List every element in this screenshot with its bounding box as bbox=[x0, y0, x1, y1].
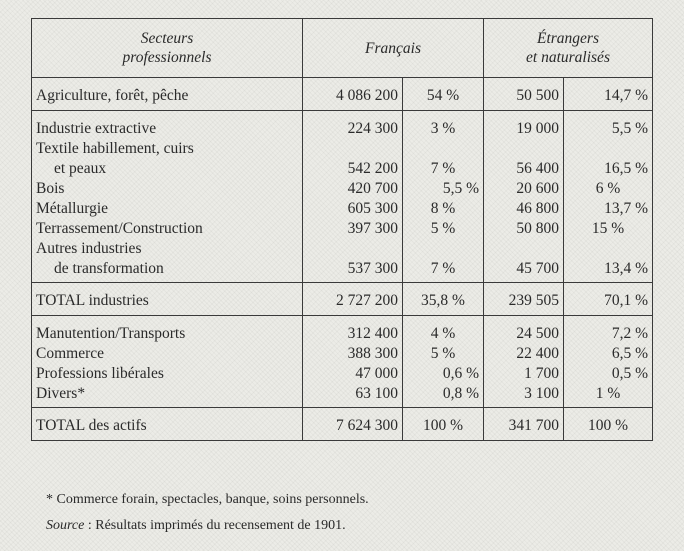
table-notes bbox=[46, 487, 369, 539]
etrangers-count: 56 400 bbox=[484, 139, 564, 179]
row-label: Terrassement/Construction bbox=[32, 219, 303, 239]
row-label: Métallurgie bbox=[32, 199, 303, 219]
etrangers-percent: 5,5 % bbox=[564, 111, 653, 140]
francais-percent: 3 % bbox=[403, 111, 484, 140]
etrangers-percent: 14,7 % bbox=[564, 78, 653, 111]
row-label: Commerce bbox=[32, 344, 303, 364]
total-row bbox=[32, 283, 653, 316]
etrangers-count: 45 700 bbox=[484, 239, 564, 283]
row-label bbox=[32, 139, 303, 179]
francais-count: 7 624 300 bbox=[303, 408, 403, 441]
row-label: Divers* bbox=[32, 384, 303, 408]
francais-count: 542 200 bbox=[303, 139, 403, 179]
etrangers-percent: 13,4 % bbox=[564, 239, 653, 283]
source-note bbox=[46, 513, 369, 539]
table-row bbox=[32, 179, 653, 199]
row-label: Manutention/Transports bbox=[32, 316, 303, 345]
etrangers-count: 1 700 bbox=[484, 364, 564, 384]
table-row bbox=[32, 344, 653, 364]
etrangers-percent: 6 % bbox=[564, 179, 653, 199]
source-label: Source bbox=[46, 518, 85, 533]
row-label-line2: et peaux bbox=[54, 160, 107, 177]
row-label: Industrie extractive bbox=[32, 111, 303, 140]
etrangers-percent: 0,5 % bbox=[564, 364, 653, 384]
francais-percent: 8 % bbox=[403, 199, 484, 219]
francais-percent: 54 % bbox=[403, 78, 484, 111]
row-label-line2: de transformation bbox=[54, 260, 164, 277]
table-row bbox=[32, 78, 653, 111]
header-etrangers bbox=[484, 19, 653, 78]
francais-count: 388 300 bbox=[303, 344, 403, 364]
francais-percent: 100 % bbox=[403, 408, 484, 441]
francais-count: 63 100 bbox=[303, 384, 403, 408]
francais-percent: 4 % bbox=[403, 316, 484, 345]
etrangers-percent: 16,5 % bbox=[564, 139, 653, 179]
etrangers-count: 22 400 bbox=[484, 344, 564, 364]
table-row bbox=[32, 111, 653, 140]
row-label bbox=[32, 239, 303, 283]
table-row bbox=[32, 364, 653, 384]
table-row bbox=[32, 316, 653, 345]
etrangers-count: 19 000 bbox=[484, 111, 564, 140]
francais-percent: 7 % bbox=[403, 139, 484, 179]
row-label: Professions libérales bbox=[32, 364, 303, 384]
table-row bbox=[32, 219, 653, 239]
table-row bbox=[32, 139, 653, 179]
header-etrangers-line1: Étrangers bbox=[537, 30, 599, 47]
etrangers-count: 3 100 bbox=[484, 384, 564, 408]
etrangers-percent: 7,2 % bbox=[564, 316, 653, 345]
occupation-table bbox=[31, 18, 653, 441]
header-sector-line2: professionnels bbox=[122, 49, 212, 66]
row-label-line1: Textile habillement, cuirs bbox=[36, 140, 194, 157]
row-label: Bois bbox=[32, 179, 303, 199]
etrangers-count: 46 800 bbox=[484, 199, 564, 219]
table-row bbox=[32, 384, 653, 408]
francais-count: 537 300 bbox=[303, 239, 403, 283]
row-label-line1: Autres industries bbox=[36, 240, 142, 257]
etrangers-count: 20 600 bbox=[484, 179, 564, 199]
francais-count: 312 400 bbox=[303, 316, 403, 345]
table-row bbox=[32, 199, 653, 219]
francais-count: 4 086 200 bbox=[303, 78, 403, 111]
francais-count: 420 700 bbox=[303, 179, 403, 199]
francais-percent: 0,6 % bbox=[403, 364, 484, 384]
etrangers-count: 341 700 bbox=[484, 408, 564, 441]
header-sector bbox=[32, 19, 303, 78]
francais-percent: 35,8 % bbox=[403, 283, 484, 316]
total-row bbox=[32, 408, 653, 441]
francais-percent: 0,8 % bbox=[403, 384, 484, 408]
francais-count: 397 300 bbox=[303, 219, 403, 239]
table-row bbox=[32, 239, 653, 283]
row-label: TOTAL industries bbox=[32, 283, 303, 316]
francais-percent: 5,5 % bbox=[403, 179, 484, 199]
etrangers-count: 50 500 bbox=[484, 78, 564, 111]
etrangers-count: 239 505 bbox=[484, 283, 564, 316]
francais-count: 224 300 bbox=[303, 111, 403, 140]
etrangers-percent: 13,7 % bbox=[564, 199, 653, 219]
etrangers-percent: 100 % bbox=[564, 408, 653, 441]
etrangers-count: 24 500 bbox=[484, 316, 564, 345]
francais-count: 2 727 200 bbox=[303, 283, 403, 316]
row-label: Agriculture, forêt, pêche bbox=[32, 78, 303, 111]
francais-percent: 5 % bbox=[403, 344, 484, 364]
etrangers-percent: 70,1 % bbox=[564, 283, 653, 316]
source-text: : Résultats imprimés du recensement de 1901. bbox=[84, 518, 346, 533]
etrangers-count: 50 800 bbox=[484, 219, 564, 239]
francais-percent: 7 % bbox=[403, 239, 484, 283]
header-francais: Français bbox=[303, 19, 484, 78]
etrangers-percent: 6,5 % bbox=[564, 344, 653, 364]
francais-percent: 5 % bbox=[403, 219, 484, 239]
francais-count: 47 000 bbox=[303, 364, 403, 384]
row-label: TOTAL des actifs bbox=[32, 408, 303, 441]
header-sector-line1: Secteurs bbox=[140, 30, 194, 47]
etrangers-percent: 15 % bbox=[564, 219, 653, 239]
header-etrangers-line2: et naturalisés bbox=[526, 49, 610, 66]
census-table-figure bbox=[31, 18, 652, 441]
footnote: * Commerce forain, spectacles, banque, soins personnels. bbox=[46, 492, 369, 507]
header-row bbox=[32, 19, 653, 78]
etrangers-percent: 1 % bbox=[564, 384, 653, 408]
francais-count: 605 300 bbox=[303, 199, 403, 219]
